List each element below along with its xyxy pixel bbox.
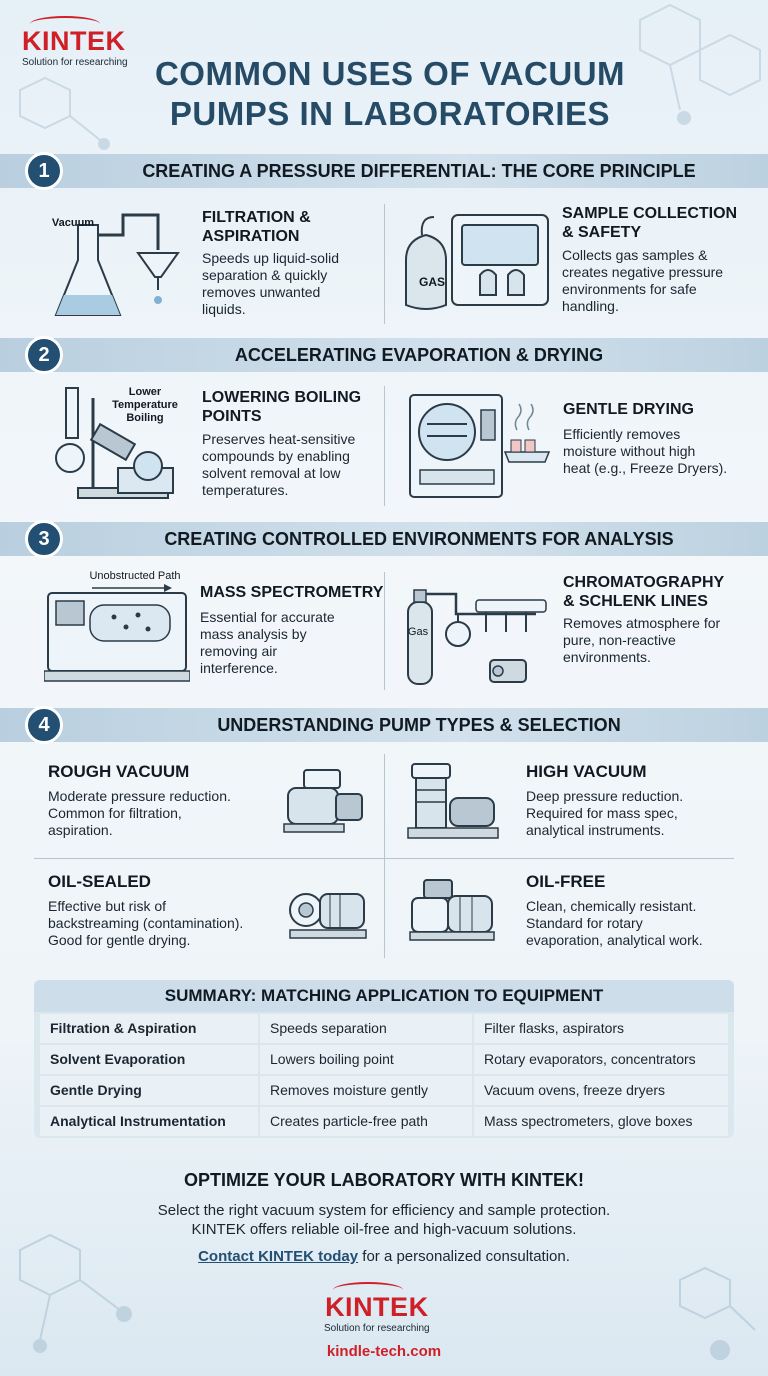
gas-bag-label: GAS <box>418 275 445 289</box>
label-line: Boiling <box>126 412 164 424</box>
desc-line: Required for mass spec, <box>526 805 678 821</box>
filtration-aspiration-desc <box>202 250 382 318</box>
page-title-line-2: PUMPS IN LABORATORIES <box>169 95 611 132</box>
table-cell: Filter flasks, aspirators <box>474 1014 728 1043</box>
section-1-divider <box>384 204 385 324</box>
chromatography-title <box>563 573 763 611</box>
table-cell: Vacuum ovens, freeze dryers <box>474 1076 728 1105</box>
table-row <box>40 1014 728 1043</box>
unobstructed-path-label: Unobstructed Path <box>89 570 181 582</box>
section-number: 2 <box>25 336 63 374</box>
brand-name: KINTEK <box>325 1292 429 1322</box>
title-line: POINTS <box>202 408 262 425</box>
cta-line-3 <box>0 1247 768 1266</box>
table-cell: Removes moisture gently <box>260 1076 472 1105</box>
freeze-dryer-icon <box>405 390 553 502</box>
desc-line: moisture without high <box>563 443 696 459</box>
section-number: 1 <box>25 152 63 190</box>
desc-line: Speeds up liquid-solid <box>202 250 339 266</box>
summary-title: SUMMARY: MATCHING APPLICATION TO EQUIPMENT <box>34 980 734 1012</box>
desc-line: liquids. <box>202 301 246 317</box>
table-cell: Filtration & Aspiration <box>40 1014 258 1043</box>
mass-spectrometry-title: MASS SPECTROMETRY <box>200 584 384 601</box>
section-3-header <box>0 522 768 556</box>
desc-line: solvent removal at low <box>202 465 341 481</box>
desc-line: mass analysis by <box>200 626 307 642</box>
cta-line-1: Select the right vacuum system for efficiency and sample protection. <box>157 1202 611 1219</box>
title-line: & SCHLENK LINES <box>563 593 708 610</box>
section-2-header <box>0 338 768 372</box>
title-line: & SAFETY <box>562 224 642 241</box>
page-title <box>90 54 690 134</box>
section-3-divider <box>384 572 385 690</box>
desc-line: Clean, chemically resistant. <box>526 898 697 914</box>
label-line: Lower <box>128 386 162 398</box>
rough-vacuum-pump-icon <box>278 760 368 840</box>
oil-sealed-title: OIL-SEALED <box>48 872 151 891</box>
sample-collection-desc <box>562 247 762 315</box>
section-2-divider <box>384 386 385 506</box>
desc-line: compounds by enabling <box>202 448 350 464</box>
sample-collection-title <box>562 204 762 242</box>
desc-line: Essential for accurate <box>200 609 335 625</box>
table-cell: Analytical Instrumentation <box>40 1107 258 1136</box>
chromatography-desc <box>563 615 763 666</box>
glove-box-icon <box>400 205 552 325</box>
cta-title: OPTIMIZE YOUR LABORATORY WITH KINTEK! <box>184 1170 584 1190</box>
table-row <box>40 1107 728 1136</box>
desc-line: Effective but risk of <box>48 898 167 914</box>
desc-line: backstreaming (contamination). <box>48 915 244 931</box>
desc-line: interference. <box>200 660 278 676</box>
desc-line: environments for safe <box>562 281 697 297</box>
section-title: UNDERSTANDING PUMP TYPES & SELECTION <box>217 715 621 735</box>
desc-line: Common for filtration, <box>48 805 182 821</box>
label-line: Temperature <box>112 399 178 411</box>
gentle-drying-title: GENTLE DRYING <box>563 401 694 418</box>
high-vacuum-title: HIGH VACUUM <box>526 762 647 781</box>
gentle-drying-desc <box>563 426 763 477</box>
desc-line: Standard for rotary <box>526 915 643 931</box>
cta-line-2: KINTEK offers reliable oil-free and high-vacuum solutions. <box>191 1221 577 1238</box>
title-line: FILTRATION & <box>202 209 311 226</box>
desc-line: removing air <box>200 643 278 659</box>
title-line: LOWERING BOILING <box>202 389 362 406</box>
summary-table <box>34 980 734 1138</box>
table-cell: Solvent Evaporation <box>40 1045 258 1074</box>
vacuum-label: Vacuum <box>51 217 95 229</box>
desc-line: creates negative pressure <box>562 264 724 280</box>
section-title: CREATING A PRESSURE DIFFERENTIAL: THE CORE PRINCIPLE <box>142 161 696 181</box>
gas-cylinder-label: Gas <box>407 626 429 638</box>
lowering-boiling-title <box>202 388 382 426</box>
desc-line: pure, non-reactive <box>563 632 676 648</box>
website-link[interactable]: kindle-tech.com <box>326 1343 442 1360</box>
desc-line: Removes atmosphere for <box>563 615 721 631</box>
table-row <box>40 1045 728 1074</box>
oil-free-title: OIL-FREE <box>526 872 606 891</box>
brand-tagline: Solution for researching <box>324 1323 430 1334</box>
kintek-logo-footer <box>324 1294 430 1334</box>
section-number: 3 <box>25 520 63 558</box>
title-line: ASPIRATION <box>202 228 300 245</box>
table-cell: Rotary evaporators, concentrators <box>474 1045 728 1074</box>
mass-spectrometer-icon <box>44 585 190 685</box>
lower-temperature-label <box>105 386 185 425</box>
desc-line: Good for gentle drying. <box>48 932 191 948</box>
mass-spectrometry-desc <box>200 609 380 677</box>
desc-line: removes unwanted <box>202 284 321 300</box>
high-vacuum-pump-icon <box>404 758 504 844</box>
desc-line: evaporation, analytical work. <box>526 932 703 948</box>
table-row <box>40 1076 728 1105</box>
desc-line: Efficiently removes <box>563 426 681 442</box>
cta-line-3-rest: for a personalized consultation. <box>358 1248 570 1265</box>
desc-line: environments. <box>563 649 651 665</box>
section-1-header <box>0 154 768 188</box>
rough-vacuum-title: ROUGH VACUUM <box>48 762 190 781</box>
section-4-header <box>0 708 768 742</box>
filtration-aspiration-title <box>202 208 382 246</box>
section-title: CREATING CONTROLLED ENVIRONMENTS FOR ANALYSIS <box>164 529 674 549</box>
desc-line: analytical instruments. <box>526 822 665 838</box>
title-line: SAMPLE COLLECTION <box>562 205 738 222</box>
oil-free-desc <box>526 898 748 949</box>
title-line: CHROMATOGRAPHY <box>563 574 725 591</box>
page-title-line-1: COMMON USES OF VACUUM <box>154 55 626 92</box>
desc-line: Collects gas samples & <box>562 247 708 263</box>
oil-sealed-pump-icon <box>284 872 370 946</box>
brand-name: KINTEK <box>22 26 126 56</box>
table-cell: Mass spectrometers, glove boxes <box>474 1107 728 1136</box>
desc-line: heat (e.g., Freeze Dryers). <box>563 460 728 476</box>
section-number: 4 <box>25 706 63 744</box>
oil-sealed-desc <box>48 898 278 949</box>
desc-line: temperatures. <box>202 482 289 498</box>
brand-tagline: Solution for researching <box>22 57 128 68</box>
table-cell: Speeds separation <box>260 1014 472 1043</box>
oil-free-pump-icon <box>406 872 498 948</box>
desc-line: Moderate pressure reduction. <box>48 788 231 804</box>
table-cell: Gentle Drying <box>40 1076 258 1105</box>
table-cell: Lowers boiling point <box>260 1045 472 1074</box>
section-4-divider-horizontal <box>34 858 734 859</box>
section-4-divider-vertical <box>384 754 385 958</box>
desc-line: handling. <box>562 298 619 314</box>
desc-line: Deep pressure reduction. <box>526 788 684 804</box>
desc-line: Preserves heat-sensitive <box>202 431 356 447</box>
table-cell: Creates particle-free path <box>260 1107 472 1136</box>
lowering-boiling-desc <box>202 431 382 499</box>
desc-line: aspiration. <box>48 822 113 838</box>
high-vacuum-desc <box>526 788 746 839</box>
contact-kintek-link[interactable]: Contact KINTEK today <box>198 1248 359 1265</box>
arrow-right-icon <box>92 584 172 592</box>
desc-line: separation & quickly <box>202 267 328 283</box>
rough-vacuum-desc <box>48 788 268 839</box>
section-title: ACCELERATING EVAPORATION & DRYING <box>234 345 604 365</box>
